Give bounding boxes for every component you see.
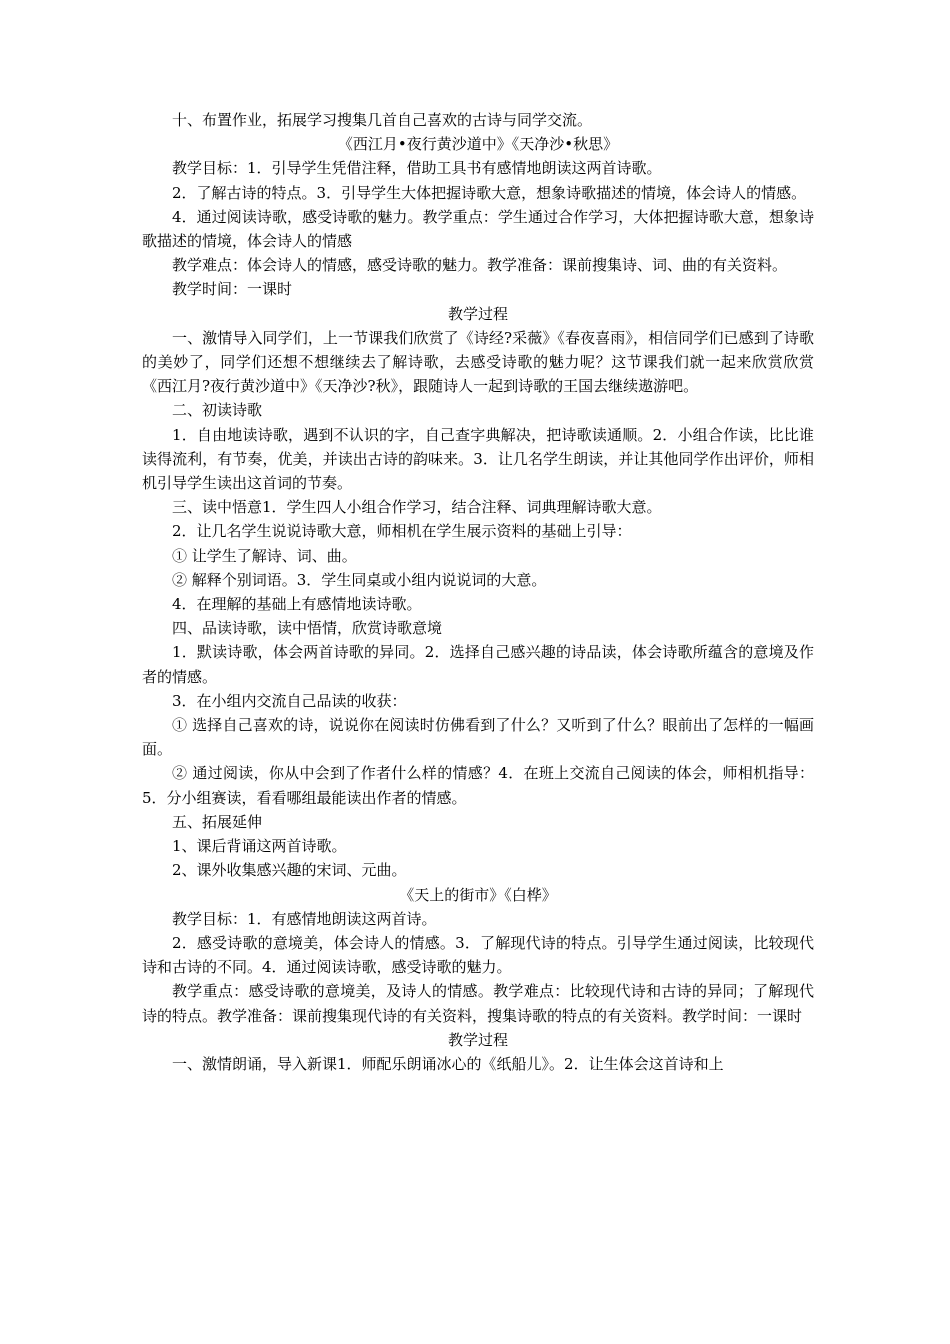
paragraph: 一、激情朗诵，导入新课1．师配乐朗诵冰心的《纸船儿》。2．让生体会这首诗和上 xyxy=(172,1054,724,1073)
paragraph: 1、课后背诵这两首诗歌。 xyxy=(172,837,347,856)
paragraph: 1．自由地读诗歌，遇到不认识的字，自己查字典解决，把诗歌读通顺。2．小组合作读，比比谁读得流利，有节奏，优美，并读出古诗的韵味来。3．让几名学生朗读，并让其他同学作出评价，师相机引导学生读出这首词的节奏。 xyxy=(142,425,814,493)
paragraph: 教学重点：感受诗歌的意境美，及诗人的情感。教学难点：比较现代诗和古诗的异同；了解现代诗的特点。教学准备：课前搜集现代诗的有关资料，搜集诗歌的特点的有关资料。教学时间：一课时 xyxy=(142,982,814,1025)
paragraph: 2．让几名学生说说诗歌大意，师相机在学生展示资料的基础上引导： xyxy=(172,522,632,541)
section-title: 《西江月•夜行黄沙道中》《天净沙•秋思》 xyxy=(337,135,619,154)
paragraph: 教学目标：1．有感情地朗读这两首诗。 xyxy=(172,909,437,928)
paragraph: 3．在小组内交流自己品读的收获： xyxy=(172,691,407,710)
paragraph: 四、品读诗歌，读中悟情，欣赏诗歌意境 xyxy=(172,619,443,638)
paragraph: 2．感受诗歌的意境美，体会诗人的情感。3．了解现代诗的特点。引导学生通过阅读，比较现代诗和古诗的不同。4．通过阅读诗歌，感受诗歌的魅力。 xyxy=(142,933,814,977)
list-item: ① 让学生了解诗、词、曲。 xyxy=(172,546,357,565)
paragraph: 4．通过阅读诗歌，感受诗歌的魅力。教学重点：学生通过合作学习，大体把握诗歌大意，想象诗歌描述的情境，体会诗人的情感 xyxy=(142,207,814,251)
paragraph: 十、布置作业，拓展学习搜集几首自己喜欢的古诗与同学交流。 xyxy=(172,111,593,129)
list-item: ② 通过阅读，你从中会到了作者什么样的情感？4．在班上交流自己阅读的体会，师相机指导：5．分小组赛读，看看哪组最能读出作者的情感。 xyxy=(142,764,814,807)
section-title: 《天上的街市》《白桦》 xyxy=(399,885,557,904)
paragraph: 1．默读诗歌，体会两首诗歌的异同。2．选择自己感兴趣的诗品读，体会诗歌所蕴含的意境及作者的情感。 xyxy=(142,643,814,686)
list-item: ② 解释个别词语。3．学生同桌或小组内说说词的大意。 xyxy=(172,570,547,589)
paragraph: 2、课外收集感兴趣的宋词、元曲。 xyxy=(172,861,407,880)
paragraph: 教学时间：一课时 xyxy=(172,280,293,299)
paragraph: 一、激情导入同学们，上一节课我们欣赏了《诗经?采薇》《春夜喜雨》，相信同学们已感到了诗歌的美妙了，同学们还想不想继续去了解诗歌，去感受诗歌的魅力呢？这节课我们就一起来欣赏欣赏《西江月?夜行黄沙道中》《天净沙?秋》，跟随诗人一起到诗歌的王国去继续遨游吧。 xyxy=(142,328,814,396)
section-title: 教学过程 xyxy=(447,1030,508,1049)
paragraph: 五、拓展延伸 xyxy=(172,812,263,831)
paragraph: 二、初读诗歌 xyxy=(172,401,263,420)
paragraph: 教学目标：1．引导学生凭借注释，借助工具书有感情地朗读这两首诗歌。 xyxy=(172,159,662,178)
paragraph: 2．了解古诗的特点。3．引导学生大体把握诗歌大意，想象诗歌描述的情境，体会诗人的情感。 xyxy=(172,183,807,202)
section-title: 教学过程 xyxy=(447,304,508,323)
document-body xyxy=(142,108,814,1076)
paragraph: 4．在理解的基础上有感情地读诗歌。 xyxy=(172,595,422,614)
list-item: ① 选择自己喜欢的诗，说说你在阅读时仿佛看到了什么？又听到了什么？眼前出了怎样的一幅画面。 xyxy=(142,716,814,759)
paragraph: 教学难点：体会诗人的情感，感受诗歌的魅力。教学准备：课前搜集诗、词、曲的有关资料。 xyxy=(172,256,788,275)
paragraph: 三、读中悟意1．学生四人小组合作学习，结合注释、词典理解诗歌大意。 xyxy=(172,498,662,517)
